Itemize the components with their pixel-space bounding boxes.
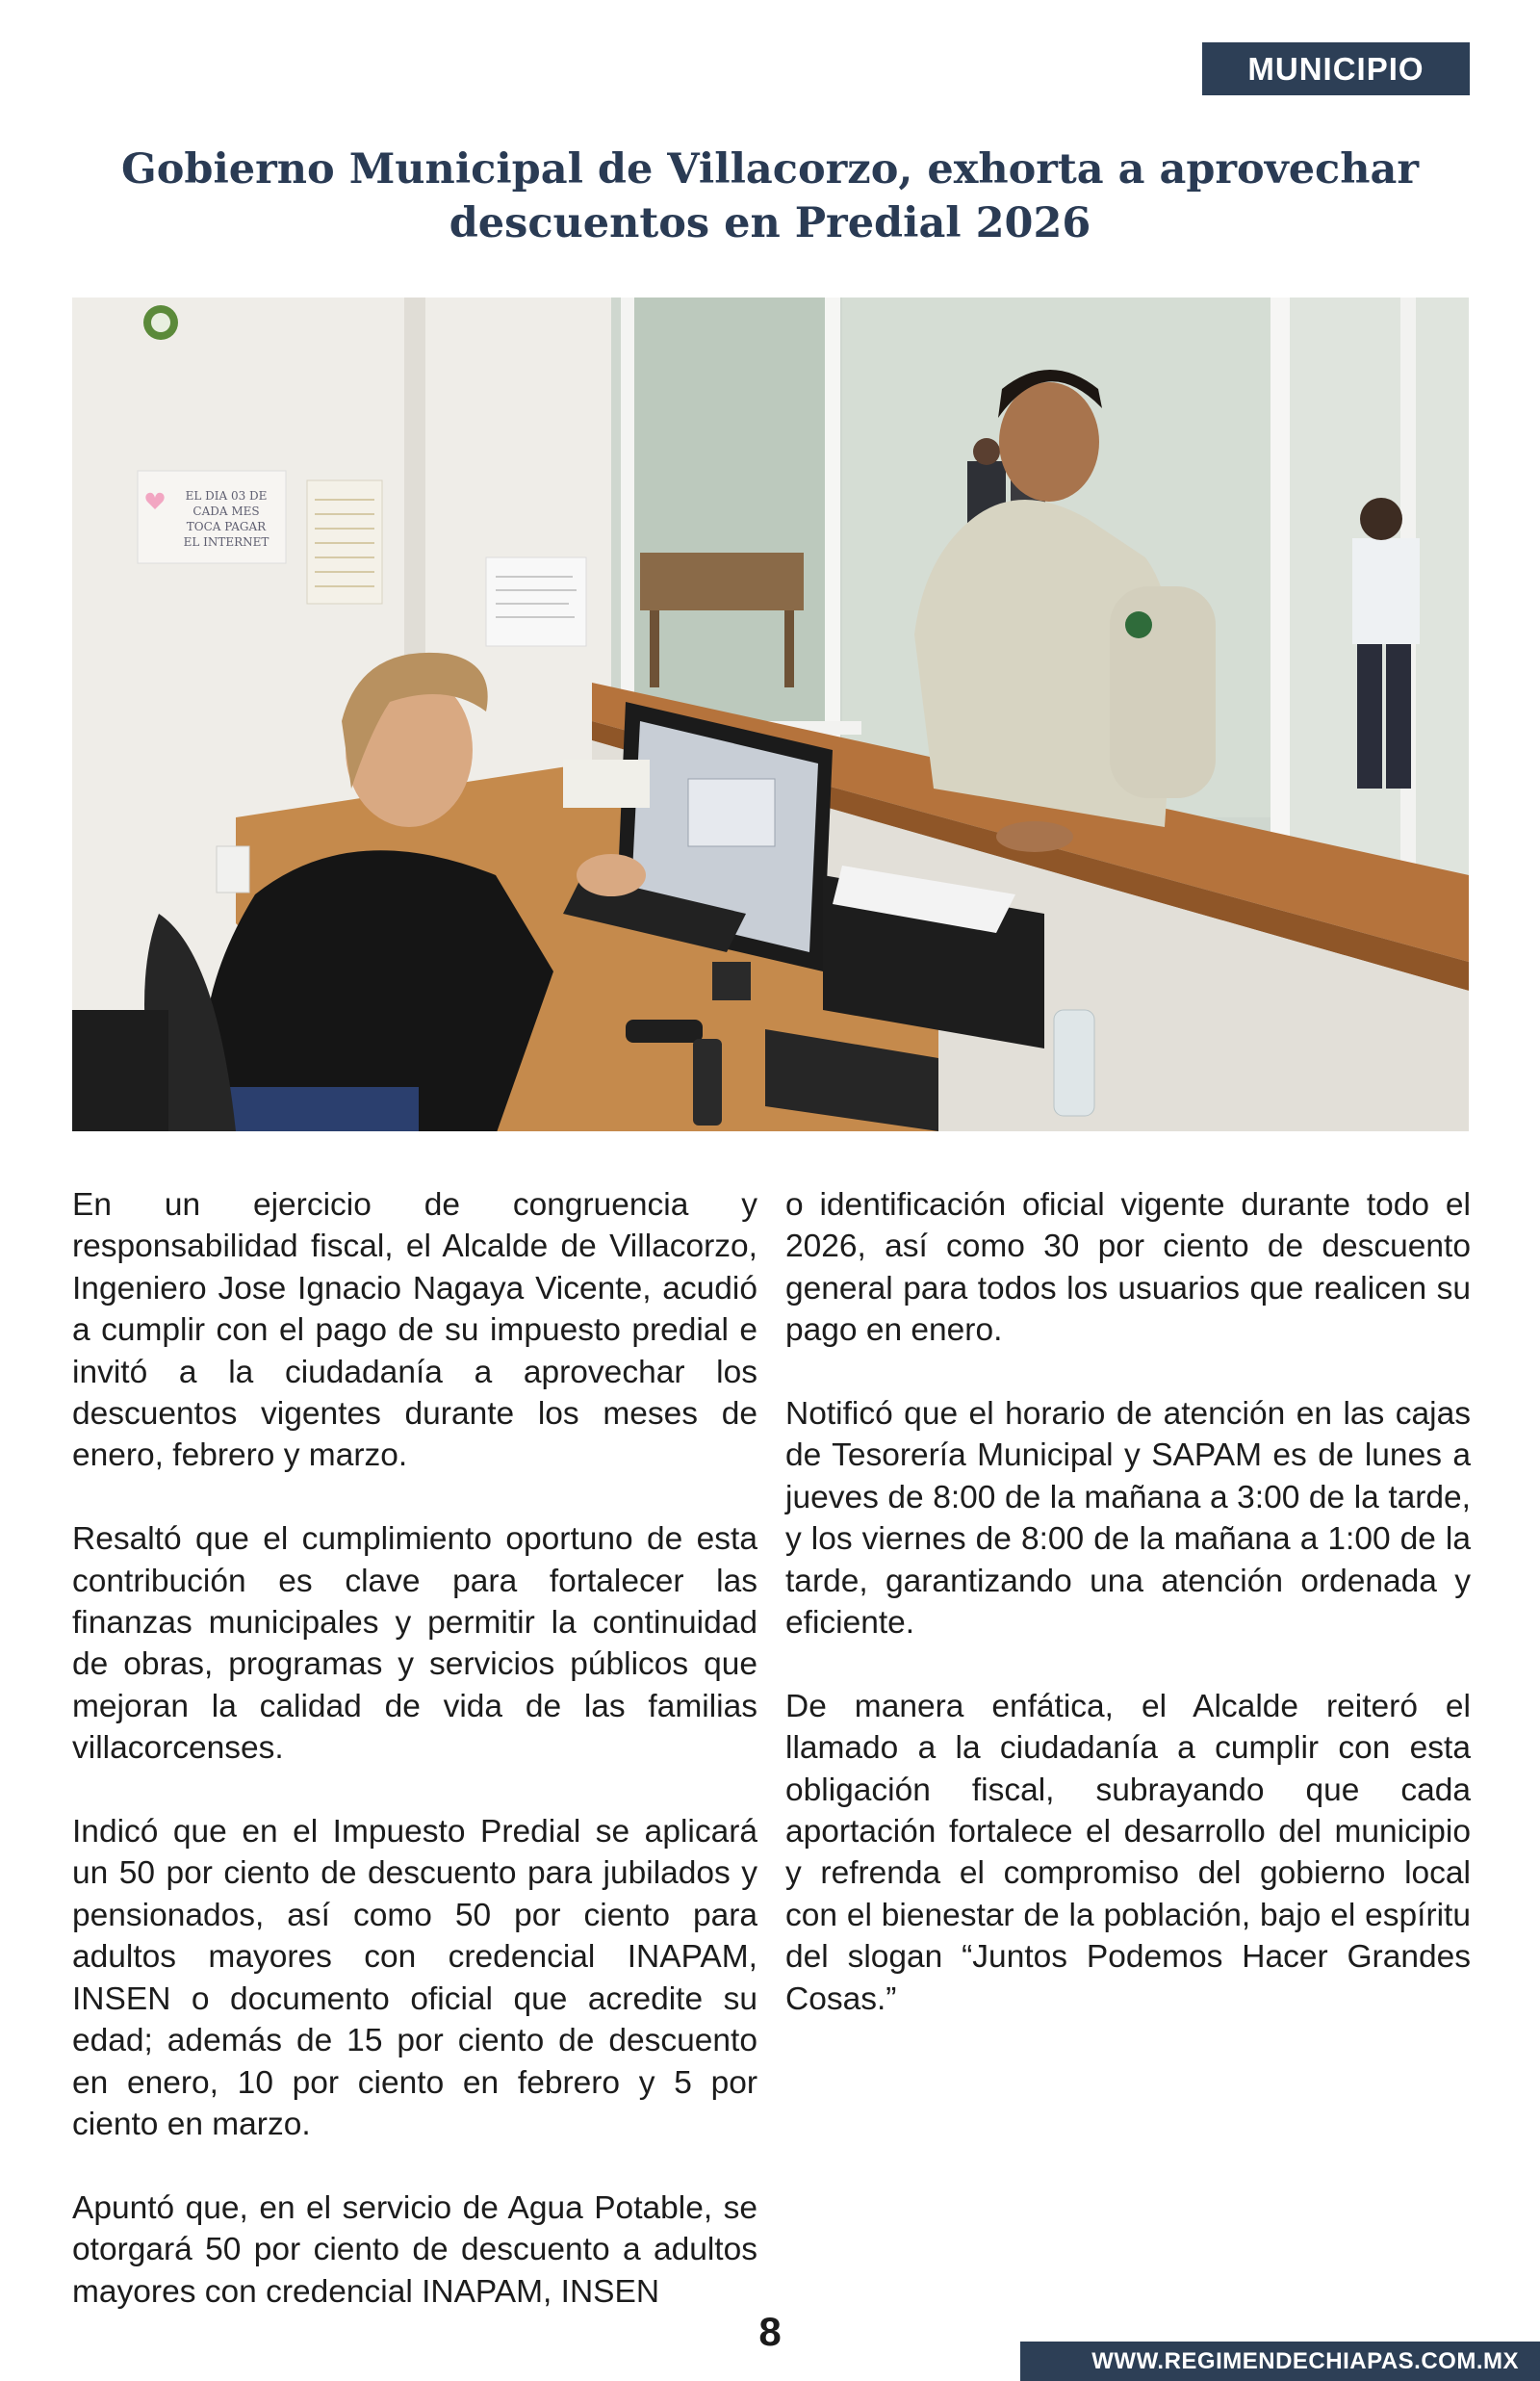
footer-website[interactable]: WWW.REGIMENDECHIAPAS.COM.MX (1020, 2342, 1540, 2381)
paragraph: o identificación oficial vigente durante todo el 2026, así como 30 por ciento de descuento general para todos los usuarios que realicen su pago en enero. (785, 1187, 1471, 1349)
paragraph: En un ejercicio de congruencia y responsabilidad fiscal, el Alcalde de Villacorzo, Ingeniero Jose Ignacio Nagaya Vicente, acudió a cumplir con el pago de su impuesto predial e invitó a la ciudadanía a aprovechar los descuentos vigentes durante los meses de enero, febrero y marzo. (72, 1187, 757, 1474)
section-tag: MUNICIPIO (1202, 42, 1470, 95)
article-column-left (72, 1184, 757, 2313)
paragraph: De manera enfática, el Alcalde reiteró el llamado a la ciudadanía a cumplir con esta obligación fiscal, subrayando que cada aportación fortalece el desarrollo del municipio y refrenda el compromiso del gobierno local con el bienestar de la población, bajo el espíritu del slogan “Juntos Podemos Hacer Grandes Cosas.” (785, 1688, 1471, 2017)
wall-sign-line: CADA MES (192, 505, 260, 518)
paragraph: Indicó que en el Impuesto Predial se aplicará un 50 por ciento de descuento para jubilados y pensionados, así como 50 por ciento para adultos mayores con credencial INAPAM, INSEN o documento oficial que acredite su edad; además de 15 por ciento de descuento en enero, 10 por ciento en febrero y 5 por ciento en marzo. (72, 1814, 757, 2142)
paragraph: Apuntó que, en el servicio de Agua Potable, se otorgará 50 por ciento de descuento a adultos mayores con credencial INAPAM, INSEN (72, 2189, 757, 2310)
article-photo (72, 298, 1469, 1131)
page-number: 8 (758, 2309, 782, 2354)
municipal-logo (143, 305, 178, 340)
wall-sign-line: EL INTERNET (183, 535, 270, 549)
headline: Gobierno Municipal de Villacorzo, exhorta a aprovechar descuentos en Predial 2026 (120, 145, 1420, 247)
article-column-right (785, 1184, 1471, 2020)
wall-sign-line: TOCA PAGAR (186, 520, 267, 533)
wall-sign-line: EL DIA 03 DE (185, 489, 268, 503)
paragraph: Notificó que el horario de atención en las cajas de Tesorería Municipal y SAPAM es de lunes a jueves de 8:00 de la mañana a 3:00 de la tarde, y los viernes de 8:00 de la mañana a 1:00 de la tarde, garantizando una atención ordenada y eficiente. (785, 1396, 1471, 1642)
paragraph: Resaltó que el cumplimiento oportuno de esta contribución es clave para fortalecer las finanzas municipales y permitir la continuidad de obras, programas y servicios públicos que mejoran la calidad de vida de las familias villacorcenses. (72, 1521, 757, 1767)
